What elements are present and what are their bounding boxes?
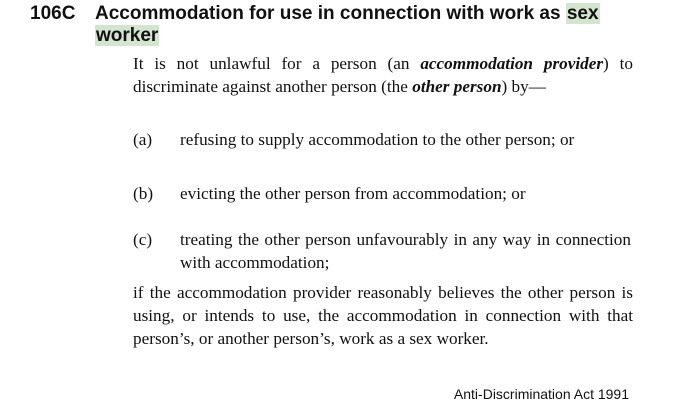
intro-text: It is not unlawful for a person (an	[133, 54, 421, 73]
item-text: refusing to supply accommodation to the other person; or	[180, 130, 575, 149]
defined-term: accommodation provider	[420, 54, 604, 73]
closing-paragraph: if the accommodation provider reasonably believes the other person is using, or intends to use, the accommodation in connection with that person’s, or another person’s, work as a sex worker.	[133, 283, 633, 348]
highlighted-term: sex	[566, 3, 599, 24]
item-label: (a)	[133, 130, 153, 149]
intro-text: ) to discriminate against another person (the	[133, 54, 633, 96]
item-label: (c)	[133, 230, 153, 249]
item-label: (b)	[133, 184, 154, 203]
intro-paragraph	[133, 52, 633, 98]
highlighted-term: worker	[96, 25, 159, 46]
section-title-text: Accommodation for use in connection with work as	[95, 3, 561, 24]
footer-act-title: Anti-Discrimination Act 1991	[453, 386, 629, 402]
item-text: treating the other person unfavourably in any way in connection with accommodation;	[180, 230, 631, 272]
section-number: 106C	[30, 3, 76, 24]
defined-term: other person	[412, 77, 502, 96]
intro-text: ) by—	[501, 77, 546, 96]
section-title	[95, 3, 655, 47]
item-text: evicting the other person from accommodation; or	[180, 184, 526, 203]
